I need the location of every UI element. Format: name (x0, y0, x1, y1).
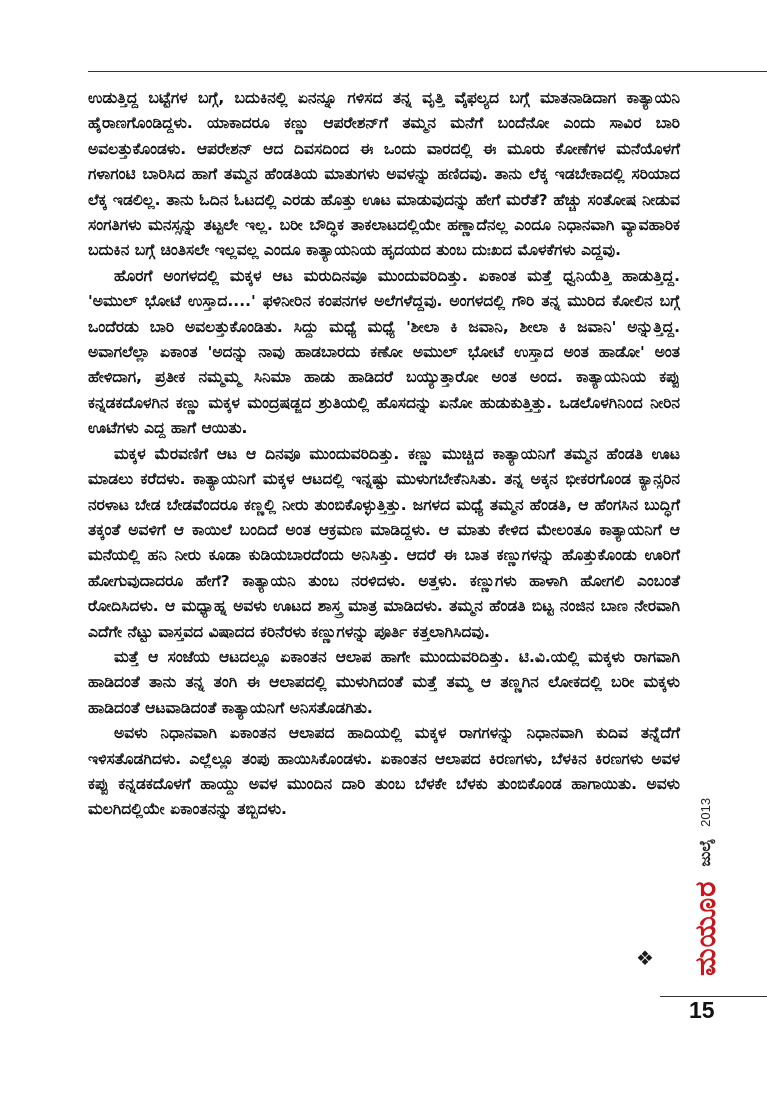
header-rule (88, 71, 767, 72)
paragraph-4: ಮತ್ತೆ ಆ ಸಂಜೆಯ ಆಟದಲ್ಲೂ ಏಕಾಂತನ ಆಲಾಪ ಹಾಗೇ ಮುಂದುವರಿದಿತ್ತು. ಟಿ.ವಿ.ಯಲ್ಲಿ ಮಕ್ಕಳು ರಾಗವಾಗಿ ಹಾಡಿದಂತೆ ತಾನು ತನ್ನ ತಂಗಿ ಈ ಆಲಾಪದಲ್ಲಿ ಮುಳುಗಿದಂತೆ ಮತ್ತೆ ತಮ್ಮ ಆ ತಣ್ಣಗಿನ ಲೋಕದಲ್ಲಿ ಬರೀ ಮಕ್ಕಳು ಹಾಡಿದಂತೆ ಆಟವಾಡಿದಂತೆ ಕಾತ್ಯಾಯನಿಗೆ ಅನಿಸತೊಡಗಿತು. (88, 647, 680, 717)
issue-month: ಜುಲೈ (696, 838, 714, 867)
paragraph-5: ಅವಳು ನಿಧಾನವಾಗಿ ಏಕಾಂತನ ಆಲಾಪದ ಹಾದಿಯಲ್ಲಿ ಮಕ್ಕಳ ರಾಗಗಳನ್ನು ನಿಧಾನವಾಗಿ ಕುದಿವ ತನ್ನೆದೆಗೆ ಇಳಿಸತೊಡಗಿದಳು. ಎಲ್ಲೆಲ್ಲೂ ತಂಪು ಹಾಯಿಸಿಕೊಂಡಳು. ಏಕಾಂತನ ಆಲಾಪದ ಕಿರಣಗಳು, ಬೆಳಕಿನ ಕಿರಣಗಳು ಅವಳ ಕಪ್ಪು ಕನ್ನಡಕದೊಳಗೆ ಹಾಯ್ದು ಅವಳ ಮುಂದಿನ ದಾರಿ ತುಂಬ ಬೆಳಕೇ ಬೆಳಕು ತುಂಬಿಕೊಂಡ ಹಾಗಾಯಿತು. ಅವಳು ಮಲಗಿದಲ್ಲಿಯೇ ಏಕಾಂತನನ್ನು ತಬ್ಬಿದಳು. (88, 724, 680, 819)
magazine-name: ಮಯೂರ (687, 880, 722, 976)
issue-year: 2013 (697, 797, 713, 827)
paragraph-3: ಮಕ್ಕಳ ಮೆರವಣಿಗೆ ಆಟ ಆ ದಿನವೂ ಮುಂದುವರಿದಿತ್ತು. ಕಣ್ಣು ಮುಚ್ಚಿದ ಕಾತ್ಯಾಯನಿಗೆ ತಮ್ಮನ ಹೆಂಡತಿ ಊಟ ಮಾಡಲು ಕರೆದಳು. ಕಾತ್ಯಾಯನಿಗೆ ಮಕ್ಕಳ ಆಟದಲ್ಲಿ ಇನ್ನಷ್ಟು ಮುಳುಗಬೇಕೆನಿಸಿತು. ತನ್ನ ಅಕ್ಕನ ಭೀಕರಗೊಂಡ ಕ್ಯಾನ್ಸರಿನ ನರಳಾಟ ಬೇಡ ಬೇಡವೆಂದರೂ ಕಣ್ಣಲ್ಲಿ ನೀರು ತುಂಬಿಕೊಳ್ಳುತ್ತಿತ್ತು. ಜಗಳದ ಮಧ್ಯೆ ತಮ್ಮನ ಹೆಂಡತಿ, ಆ ಹೆಂಗಸಿನ ಬುದ್ಧಿಗೆ ತಕ್ಕಂತೆ ಅವಳಿಗೆ ಆ ಕಾಯಿಲೆ ಬಂದಿದೆ ಅಂತ ಆಕ್ರಮಣ ಮಾಡಿದ್ದಳು. ಆ ಮಾತು ಕೇಳಿದ ಮೇಲಂತೂ ಕಾತ್ಯಾಯನಿಗೆ ಆ ಮನೆಯಲ್ಲಿ ಹನಿ ನೀರು ಕೂಡಾ ಕುಡಿಯಬಾರದೆಂದು ಅನಿಸಿತ್ತು. ಆದರೆ ಈ ಬಾತ ಕಣ್ಣುಗಳನ್ನು ಹೊತ್ತುಕೊಂಡು ಊರಿಗೆ ಹೋಗುವುದಾದರೂ ಹೇಗೆ? ಕಾತ್ಯಾಯನಿ ತುಂಬ ನರಳಿದಳು. ಅತ್ತಳು. ಕಣ್ಣುಗಳು ಹಾಳಾಗಿ ಹೋಗಲಿ ಎಂಬಂತೆ ರೋದಿಸಿದಳು. ಆ ಮಧ್ಯಾಹ್ನ ಅವಳು ಊಟದ ಶಾಸ್ತ್ರ ಮಾತ್ರ ಮಾಡಿದಳು. ತಮ್ಮನ ಹೆಂಡತಿ ಬಿಟ್ಟ ನಂಜಿನ ಬಾಣ ನೇರವಾಗಿ ಎದೆಗೇ ನೆಟ್ಟು ವಾಸ್ತವದ ವಿಷಾದದ ಕರಿನೆರಳು ಕಣ್ಣುಗಳನ್ನು ಪೂರ್ತಿ ಕತ್ತಲಾಗಿಸಿದವು. (88, 444, 680, 641)
page-number: 15 (689, 997, 715, 1023)
article-body (88, 86, 680, 823)
magazine-side-label (688, 790, 722, 976)
paragraph-1: ಉಡುತ್ತಿದ್ದ ಬಟ್ಟೆಗಳ ಬಗ್ಗೆ, ಬದುಕಿನಲ್ಲಿ ಏನನ್ನೂ ಗಳಿಸದ ತನ್ನ ವೃತ್ತಿ ವೈಫಲ್ಯದ ಬಗ್ಗೆ ಮಾತನಾಡಿದಾಗ ಕಾತ್ಯಾಯನಿ ಹೈರಾಣಗೊಂಡಿದ್ದಳು. ಯಾಕಾದರೂ ಕಣ್ಣು ಆಪರೇಶನ್‌ಗೆ ತಮ್ಮನ ಮನೆಗೆ ಬಂದೆನೋ ಎಂದು ಸಾವಿರ ಬಾರಿ ಅವಲತ್ತುಕೊಂಡಳು. ಆಪರೇಶನ್ ಆದ ದಿವಸದಿಂದ ಈ ಒಂದು ವಾರದಲ್ಲಿ ಈ ಮೂರು ಕೋಣೆಗಳ ಮನೆಯೊಳಗೆ ಗಳಾಗಂಟಿ ಬಾರಿಸಿದ ಹಾಗೆ ತಮ್ಮನ ಹೆಂಡತಿಯ ಮಾತುಗಳು ಅವಳನ್ನು ಹಣಿದವು. ತಾನು ಲೆಕ್ಕ ಇಡಬೇಕಾದಲ್ಲಿ ಸರಿಯಾದ ಲೆಕ್ಕ ಇಡಲಿಲ್ಲ. ತಾನು ಓದಿನ ಓಟದಲ್ಲಿ ಎರಡು ಹೊತ್ತು ಊಟ ಮಾಡುವುದನ್ನು ಹೇಗೆ ಮರೆತೆ? ಹೆಚ್ಚು ಸಂತೋಷ ನೀಡುವ ಸಂಗತಿಗಳು ಮನಸ್ಸನ್ನು ತಟ್ಟಲೇ ಇಲ್ಲ. ಬರೀ ಬೌದ್ಧಿಕ ತಾಕಲಾಟದಲ್ಲಿಯೇ ಹಣ್ಣಾದೆನಲ್ಲ ಎಂದೂ ನಿಧಾನವಾಗಿ ವ್ಯಾವಹಾರಿಕ ಬದುಕಿನ ಬಗ್ಗೆ ಚಿಂತಿಸಲೇ ಇಲ್ಲವಲ್ಲ ಎಂದೂ ಕಾತ್ಯಾಯನಿಯ ಹೃದಯದ ತುಂಬ ದುಃಖದ ಮೊಳಕೆಗಳು ಎದ್ದವು. (88, 89, 680, 260)
paragraph-2: ಹೊರಗೆ ಅಂಗಳದಲ್ಲಿ ಮಕ್ಕಳ ಆಟ ಮರುದಿನವೂ ಮುಂದುವರಿದಿತ್ತು. ಏಕಾಂತ ಮತ್ತೆ ಧ್ವನಿಯೆತ್ತಿ ಹಾಡುತ್ತಿದ್ದ. 'ಅಮುಲ್ ಭೋಟೆ ಉಸ್ತಾದ....' ಫಳಿನೀರಿನ ಕಂಪನಗಳ ಅಲೆಗಳೆದ್ದವು. ಅಂಗಳದಲ್ಲಿ ಗೌರಿ ತನ್ನ ಮುರಿದ ಕೋಲಿನ ಬಗ್ಗೆ ಒಂದೆರಡು ಬಾರಿ ಅವಲತ್ತುಕೊಂಡಿತು. ಸಿದ್ದು ಮಧ್ಯೆ ಮಧ್ಯೆ 'ಶೀಲಾ ಕಿ ಜವಾನಿ, ಶೀಲಾ ಕಿ ಜವಾನಿ' ಅನ್ನುತ್ತಿದ್ದ. ಅವಾಗಲೆಲ್ಲಾ ಏಕಾಂತ 'ಅದನ್ನು ನಾವು ಹಾಡಬಾರದು ಕಣೋ ಅಮುಲ್ ಭೋಟೆ ಉಸ್ತಾದ ಅಂತ ಹಾಡೋ' ಅಂತ ಹೇಳಿದಾಗ, ಪ್ರತೀಕ ನಮ್ಮಮ್ಮ ಸಿನಿಮಾ ಹಾಡು ಹಾಡಿದರೆ ಬಯ್ಯುತ್ತಾರೋ ಅಂತ ಅಂದ. ಕಾತ್ಯಾಯನಿಯ ಕಪ್ಪು ಕನ್ನಡಕದೊಳಗಿನ ಕಣ್ಣು ಮಕ್ಕಳ ಮಂದ್ರಷಡ್ಜದ ಶ್ರುತಿಯಲ್ಲಿ ಹೊಸದನ್ನು ಏನೋ ಹುಡುಕುತ್ತಿತ್ತು. ಒಡಲೊಳಗಿನಿಂದ ನೀರಿನ ಊಟೆಗಳು ಎದ್ದ ಹಾಗೆ ಆಯಿತು. (88, 266, 680, 438)
ornament-icon: ❖ (636, 946, 654, 970)
